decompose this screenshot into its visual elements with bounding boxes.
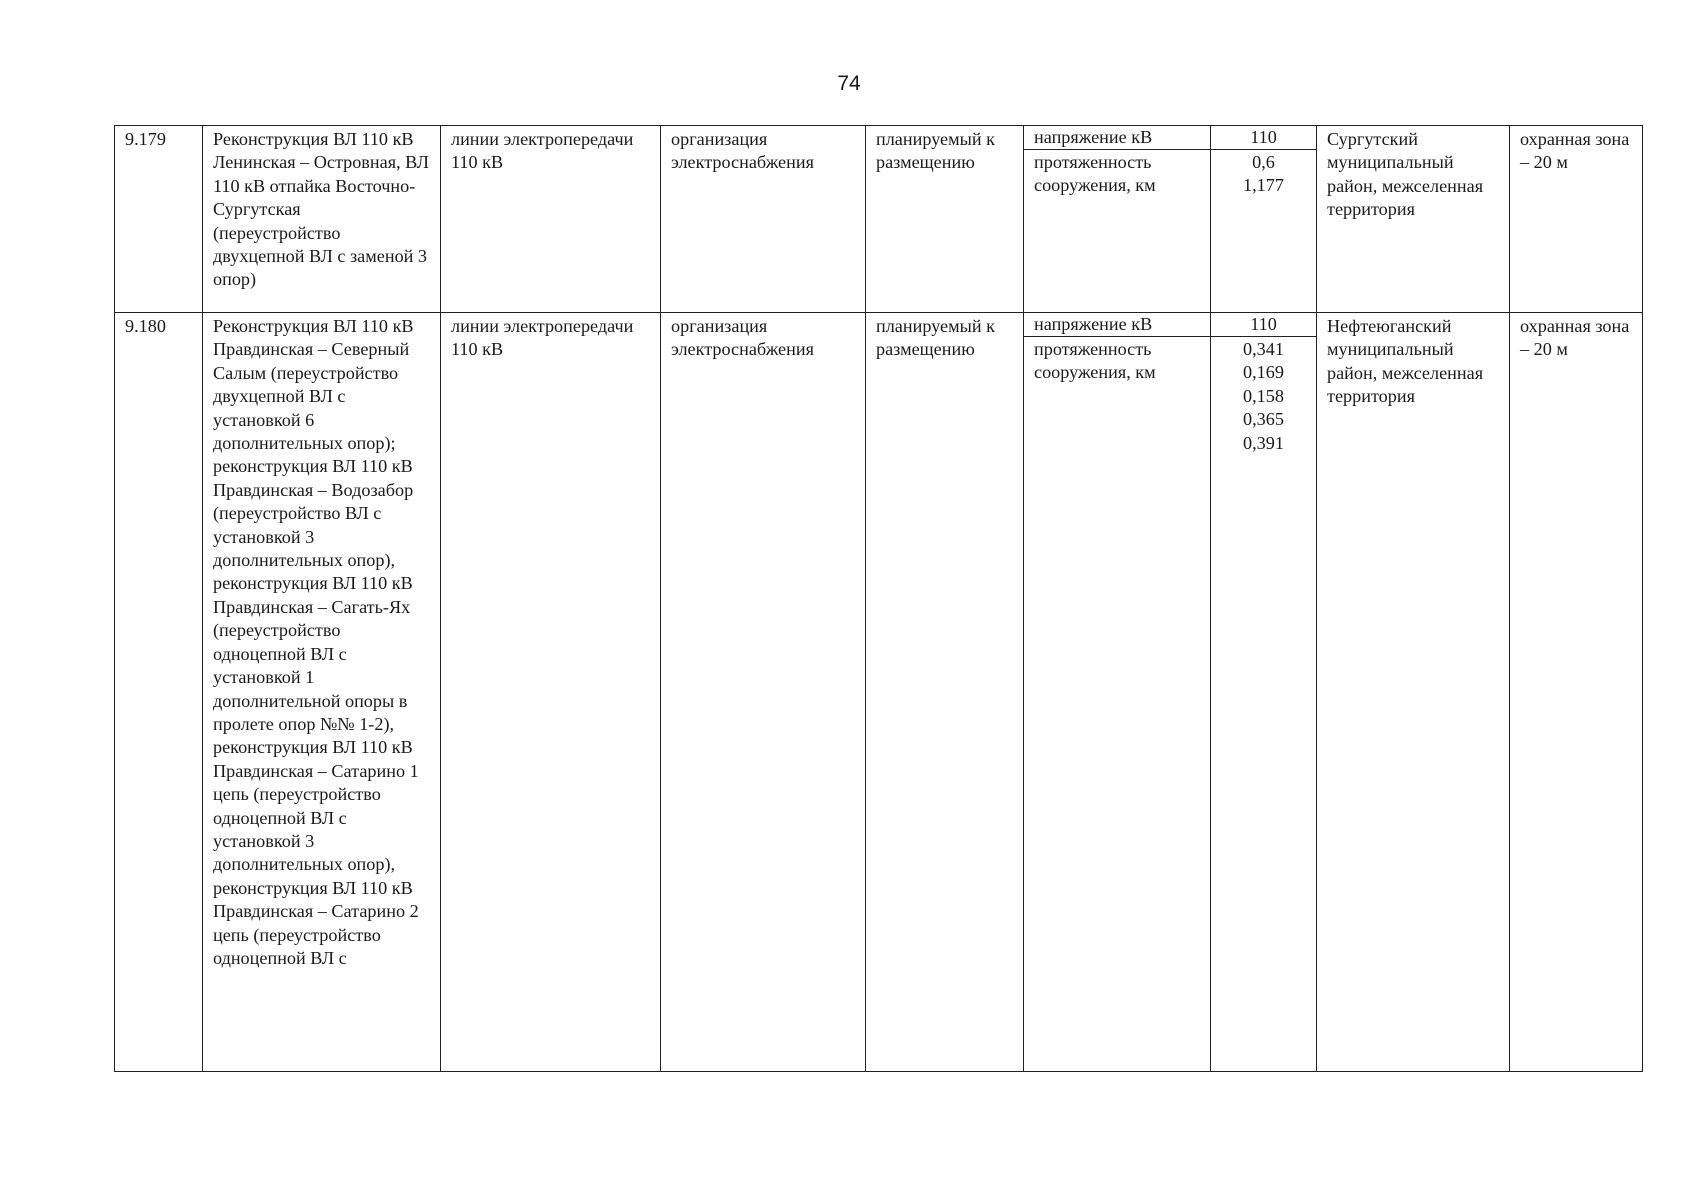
length-value: 0,169 — [1243, 362, 1284, 383]
object-organization: организация электроснабжения — [661, 126, 866, 313]
param-length-values — [1211, 337, 1316, 455]
object-status: планируемый к размещению — [866, 313, 1024, 1072]
object-organization: организация электроснабжения — [661, 313, 866, 1072]
row-number: 9.180 — [115, 313, 203, 1072]
object-zone: охранная зона – 20 м — [1510, 313, 1643, 1072]
object-type: линии электропередачи 110 кВ — [441, 313, 661, 1072]
object-name: Реконструкция ВЛ 110 кВ Правдинская – Северный Салым (переустройство двухцепной ВЛ с установкой 6 дополнительных опор); реконструкция ВЛ 110 кВ Правдинская – Водозабор (переустройство ВЛ с установкой 3 дополнительных опор), реконструкция ВЛ 110 кВ Правдинская – Сагать-Ях (переустройство одноцепной ВЛ с установкой 1 дополнительной опоры в пролете опор №№ 1-2), реконструкция ВЛ 110 кВ Правдинская – Сатарино 1 цепь (переустройство одноцепной ВЛ с установкой 3 дополнительных опор), реконструкция ВЛ 110 кВ Правдинская – Сатарино 2 цепь (переустройство одноцепной ВЛ с — [203, 313, 441, 1072]
object-status: планируемый к размещению — [866, 126, 1024, 313]
object-type: линии электропередачи 110 кВ — [441, 126, 661, 313]
object-name: Реконструкция ВЛ 110 кВ Ленинская – Островная, ВЛ 110 кВ отпайка Восточно-Сургутская (переустройство двухцепной ВЛ с заменой 3 опор) — [203, 126, 441, 313]
table-row — [115, 126, 1643, 313]
objects-table — [114, 125, 1643, 1072]
page-number: 74 — [837, 72, 861, 95]
parameters-cell — [1024, 313, 1211, 1072]
param-length-label: протяженность сооружения, км — [1034, 339, 1156, 383]
length-value: 0,365 — [1243, 409, 1284, 430]
param-voltage-value: 110 — [1211, 126, 1316, 150]
values-cell — [1211, 126, 1317, 313]
object-location: Сургутский муниципальный район, межселенная территория — [1317, 126, 1510, 313]
param-voltage-label: напряжение кВ — [1024, 126, 1210, 150]
parameters-cell — [1024, 126, 1211, 313]
length-value: 1,177 — [1243, 175, 1284, 196]
length-value: 0,391 — [1243, 432, 1284, 453]
param-voltage-value: 110 — [1211, 313, 1316, 337]
param-length-label: протяженность сооружения, км — [1034, 152, 1156, 196]
object-zone: охранная зона – 20 м — [1510, 126, 1643, 313]
values-cell — [1211, 313, 1317, 1072]
row-number: 9.179 — [115, 126, 203, 313]
param-voltage-label: напряжение кВ — [1024, 313, 1210, 337]
table-row — [115, 313, 1643, 1072]
length-value: 0,158 — [1243, 385, 1284, 406]
object-location: Нефтеюганский муниципальный район, межселенная территория — [1317, 313, 1510, 1072]
length-value: 0,341 — [1243, 339, 1284, 359]
param-length-values — [1211, 150, 1316, 198]
length-value: 0,6 — [1252, 152, 1275, 172]
